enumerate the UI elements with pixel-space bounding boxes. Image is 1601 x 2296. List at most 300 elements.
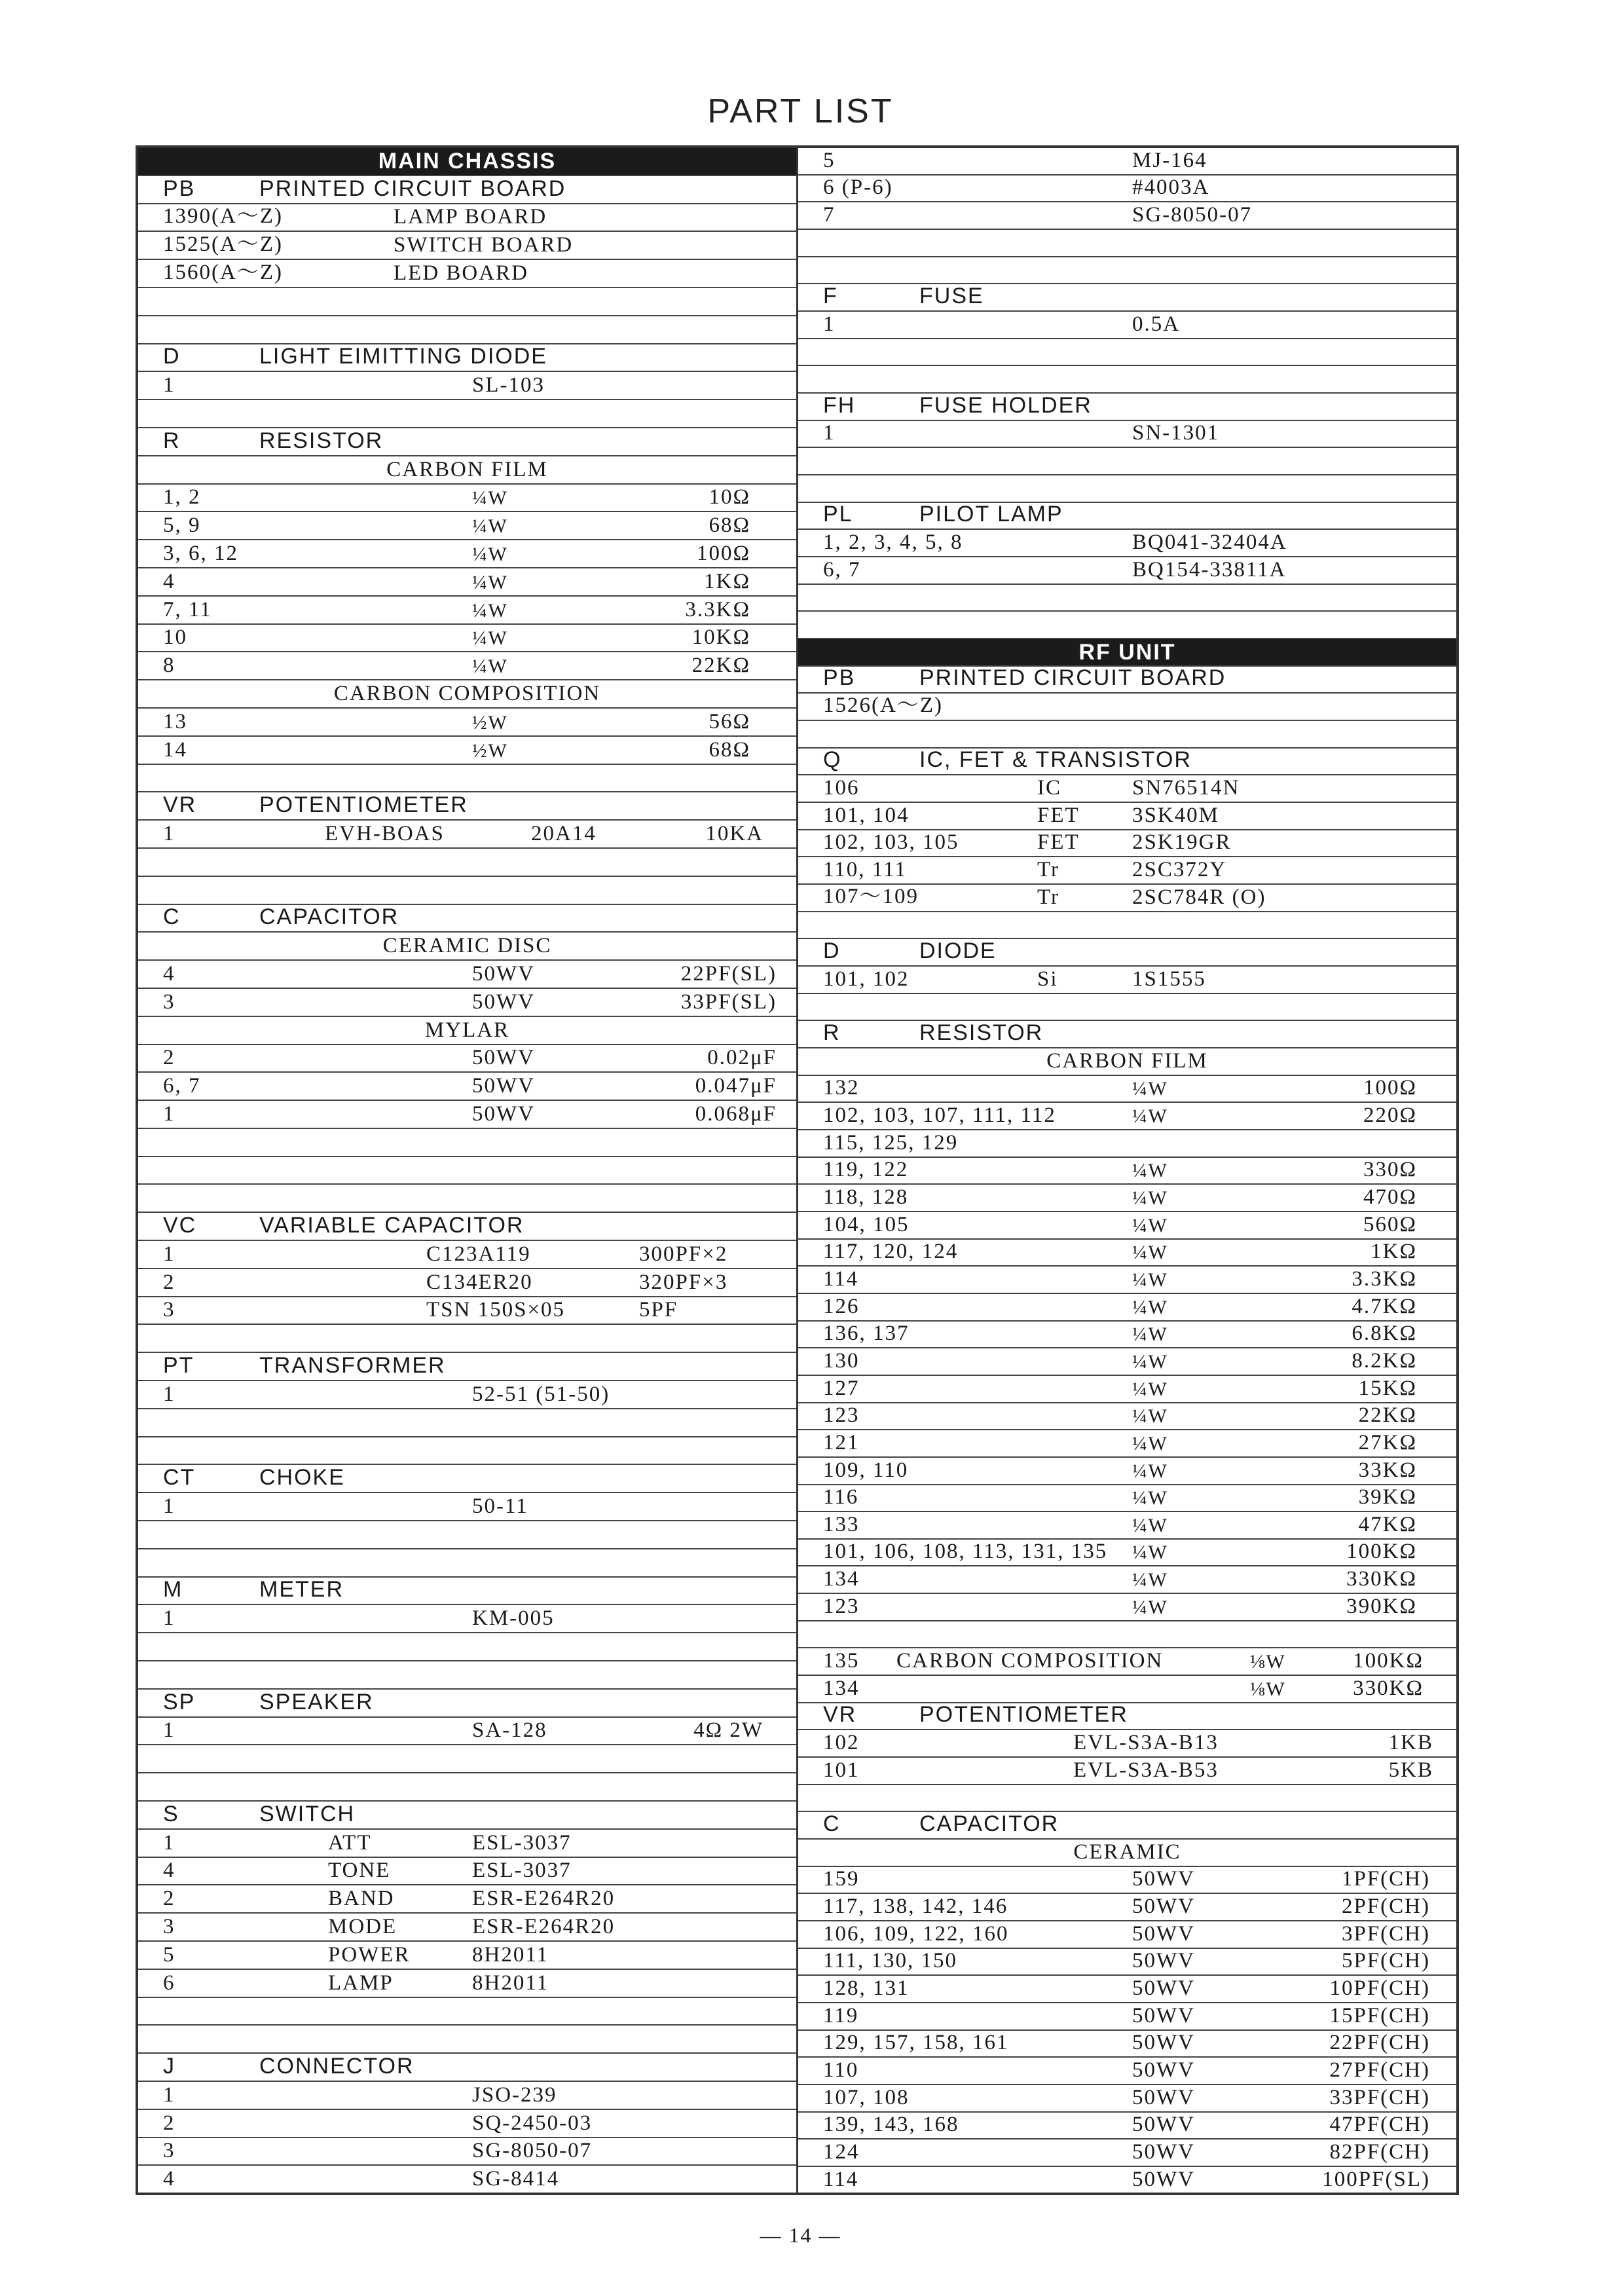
empty-row xyxy=(798,1785,1456,1813)
part-number: SG-8050-07 xyxy=(1132,202,1253,227)
category-name: RESISTOR xyxy=(259,428,384,453)
category-code: C xyxy=(163,904,181,930)
empty-row xyxy=(798,448,1456,475)
part-row xyxy=(798,2139,1456,2167)
part-type: Si xyxy=(1037,967,1058,991)
part-value: 100PF(SL) xyxy=(1322,2167,1430,2191)
part-row xyxy=(798,1185,1456,1212)
part-row xyxy=(138,1605,796,1633)
part-value: 10Ω xyxy=(708,485,750,509)
part-wattage: ¼W xyxy=(472,599,508,621)
part-ref: 14 xyxy=(163,737,187,762)
category-code: VR xyxy=(823,1702,857,1728)
part-row xyxy=(798,1376,1456,1403)
part-ref: 4 xyxy=(163,569,175,593)
part-row xyxy=(798,1322,1456,1349)
part-wattage: ¼W xyxy=(1132,1432,1168,1454)
category-name: CHOKE xyxy=(259,1465,345,1491)
part-number: ESR-E264R20 xyxy=(472,1915,616,1938)
part-number: SN-1301 xyxy=(1132,421,1220,445)
category-header xyxy=(798,1812,1456,1840)
part-wattage: ¼W xyxy=(1132,1242,1168,1264)
part-ref: 119 xyxy=(823,2003,859,2028)
category-name: LIGHT EIMITTING DIODE xyxy=(259,344,547,369)
category-name: VARIABLE CAPACITOR xyxy=(259,1213,524,1238)
empty-row xyxy=(138,1437,796,1466)
part-ref: 115, 125, 129 xyxy=(823,1130,959,1155)
part-number: 3SK40M xyxy=(1132,803,1220,827)
part-row xyxy=(138,1297,796,1325)
part-row xyxy=(138,1045,796,1073)
part-row xyxy=(798,176,1456,203)
part-ref: 123 xyxy=(823,1403,860,1428)
part-voltage: 50WV xyxy=(1132,1921,1195,1946)
part-ref: 109, 110 xyxy=(823,1458,909,1482)
section-banner-title: RF UNIT xyxy=(1078,639,1176,665)
part-voltage: 50WV xyxy=(1132,2003,1195,2028)
part-wattage: ¼W xyxy=(1132,1405,1168,1428)
subcategory-label: CARBON FILM xyxy=(386,457,548,481)
empty-row xyxy=(138,1998,796,2026)
part-value: 39KΩ xyxy=(1358,1485,1417,1509)
subcategory-row xyxy=(138,456,796,485)
part-row xyxy=(138,1942,796,1970)
empty-row xyxy=(138,1633,796,1661)
category-code: S xyxy=(163,1801,179,1826)
empty-row xyxy=(798,1621,1456,1649)
category-header xyxy=(798,503,1456,530)
part-value: 4Ω 2W xyxy=(693,1718,764,1743)
part-wattage: ¼W xyxy=(472,543,508,565)
part-number: BQ041-32404A xyxy=(1132,530,1287,554)
category-name: METER xyxy=(259,1577,344,1602)
part-ref: 107, 108 xyxy=(823,2085,910,2109)
page-number: — 14 — xyxy=(760,2223,841,2247)
empty-row xyxy=(138,877,796,905)
part-value: 1KB xyxy=(1388,1731,1433,1755)
part-number: ESL-3037 xyxy=(472,1859,572,1883)
part-type: Tr xyxy=(1037,858,1059,882)
empty-row xyxy=(138,288,796,316)
part-ref: 127 xyxy=(823,1376,860,1400)
part-row xyxy=(138,2082,796,2110)
part-ref: 102, 103, 107, 111, 112 xyxy=(823,1103,1056,1127)
part-ref: 6 (P-6) xyxy=(823,176,893,200)
part-function: TONE xyxy=(328,1859,391,1883)
part-value: 33KΩ xyxy=(1358,1458,1417,1482)
part-ref: 133 xyxy=(823,1512,860,1536)
part-function: MODE xyxy=(328,1915,397,1938)
part-row xyxy=(798,1103,1456,1130)
part-ref: 7, 11 xyxy=(163,597,212,621)
category-code: VR xyxy=(163,792,197,818)
part-wattage: ½W xyxy=(472,739,508,762)
category-header xyxy=(798,1703,1456,1731)
part-value: 10PF(CH) xyxy=(1329,1976,1430,2000)
part-type: IC xyxy=(1037,776,1061,800)
category-name: PILOT LAMP xyxy=(919,502,1063,527)
part-value: 320PF×3 xyxy=(639,1270,728,1294)
part-row xyxy=(798,1348,1456,1376)
part-number: 2SC784R (O) xyxy=(1132,885,1266,909)
part-number: 0.5A xyxy=(1132,312,1181,336)
part-ref: 117, 138, 142, 146 xyxy=(823,1895,1008,1918)
part-row xyxy=(138,1885,796,1914)
category-code: R xyxy=(823,1020,841,1045)
part-value: 56Ω xyxy=(708,709,750,733)
part-ref: 135 xyxy=(823,1649,860,1673)
part-wattage: ¼W xyxy=(472,487,508,509)
part-row xyxy=(138,1493,796,1521)
part-value: 22KΩ xyxy=(691,654,750,678)
part-value: 330Ω xyxy=(1363,1158,1417,1182)
part-ref: 2 xyxy=(163,1046,175,1070)
part-wattage: ¼W xyxy=(1132,1487,1168,1509)
category-code: J xyxy=(163,2053,175,2079)
part-ref: 118, 128 xyxy=(823,1185,909,1209)
empty-row xyxy=(138,1661,796,1690)
category-header xyxy=(798,939,1456,967)
part-number: EVL-S3A-B13 xyxy=(1073,1731,1219,1755)
category-name: PRINTED CIRCUIT BOARD xyxy=(919,665,1226,691)
part-row xyxy=(798,1240,1456,1267)
part-value: 22KΩ xyxy=(1358,1403,1417,1428)
part-ref: 130 xyxy=(823,1348,860,1373)
part-value: 100Ω xyxy=(1363,1076,1417,1100)
parts-table xyxy=(136,145,1459,2195)
subcategory-label: CERAMIC xyxy=(1073,1840,1181,1864)
part-row xyxy=(798,1430,1456,1458)
category-code: FH xyxy=(823,392,856,418)
part-voltage: 50WV xyxy=(1132,1976,1195,2000)
part-ref: 1 xyxy=(163,373,175,398)
part-ref: 1 xyxy=(823,312,836,336)
part-wattage: ¼W xyxy=(1132,1214,1168,1236)
part-row xyxy=(798,312,1456,339)
part-voltage: 50WV xyxy=(472,1074,535,1098)
part-value: 0.02μF xyxy=(707,1046,777,1070)
part-number: JSO-239 xyxy=(472,2083,557,2107)
category-code: C xyxy=(823,1811,841,1837)
part-row xyxy=(138,568,796,597)
part-ref: 6, 7 xyxy=(823,557,861,582)
part-row xyxy=(798,830,1456,858)
part-value: 1KΩ xyxy=(1371,1240,1417,1264)
subcategory-row xyxy=(138,933,796,961)
empty-row xyxy=(138,1409,796,1437)
part-row xyxy=(138,1381,796,1409)
part-number: SG-8050-07 xyxy=(472,2139,593,2163)
part-row xyxy=(798,557,1456,585)
part-ref: 134 xyxy=(823,1676,860,1700)
part-voltage: 50WV xyxy=(1132,2113,1195,2137)
part-row xyxy=(798,1158,1456,1185)
part-ref: 134 xyxy=(823,1567,860,1591)
part-wattage: ¼W xyxy=(1132,1596,1168,1618)
empty-row xyxy=(138,1745,796,1773)
part-row xyxy=(798,694,1456,721)
part-ref: 4 xyxy=(163,1859,175,1883)
part-ref: 101 xyxy=(823,1758,860,1782)
part-wattage: ¼W xyxy=(472,515,508,538)
part-number: SG-8414 xyxy=(472,2167,560,2191)
empty-row xyxy=(138,2026,796,2054)
part-number: ESL-3037 xyxy=(472,1830,572,1855)
part-row xyxy=(138,260,796,288)
category-code: SP xyxy=(163,1689,196,1714)
part-row xyxy=(798,1921,1456,1949)
category-name: IC, FET & TRANSISTOR xyxy=(919,747,1192,773)
part-number: 8H2011 xyxy=(472,1971,549,1995)
empty-row xyxy=(798,612,1456,639)
part-function: ATT xyxy=(328,1830,372,1855)
part-row xyxy=(798,2058,1456,2085)
part-ref: 1 xyxy=(163,1830,175,1855)
part-row xyxy=(138,625,796,653)
part-ref: 102 xyxy=(823,1731,860,1755)
subcategory-row xyxy=(798,1048,1456,1076)
part-value: 1PF(CH) xyxy=(1341,1867,1430,1891)
part-description: SWITCH BOARD xyxy=(394,233,574,257)
category-name: FUSE HOLDER xyxy=(919,392,1092,418)
subcategory-row xyxy=(138,1017,796,1045)
part-row xyxy=(138,2110,796,2138)
part-ref: 110 xyxy=(823,2058,859,2082)
part-value: 560Ω xyxy=(1363,1212,1417,1236)
part-row xyxy=(138,372,796,400)
part-row xyxy=(798,1676,1456,1703)
empty-row xyxy=(138,1129,796,1157)
part-value: 3.3KΩ xyxy=(685,597,750,621)
part-ref: 111, 130, 150 xyxy=(823,1949,958,1973)
part-value: 3.3KΩ xyxy=(1352,1267,1417,1291)
part-value: 68Ω xyxy=(708,513,750,538)
part-number: SQ-2450-03 xyxy=(472,2111,593,2135)
empty-row xyxy=(798,257,1456,285)
part-voltage: 50WV xyxy=(472,1046,535,1070)
part-ref: 3 xyxy=(163,1915,175,1938)
part-wattage: ¼W xyxy=(472,571,508,593)
empty-row xyxy=(798,721,1456,749)
part-type: FET xyxy=(1037,803,1080,827)
part-number: 50-11 xyxy=(472,1494,528,1519)
part-wattage: ¼W xyxy=(1132,1268,1168,1291)
category-name: RESISTOR xyxy=(919,1020,1044,1045)
part-value: 100Ω xyxy=(696,541,750,565)
part-ref: 1526(A〜Z) xyxy=(823,694,943,718)
part-number: EVH-BOAS xyxy=(325,821,445,845)
part-wattage: ¼W xyxy=(1132,1324,1168,1346)
part-ref: 10 xyxy=(163,625,187,650)
part-ref: 106 xyxy=(823,776,860,800)
part-wattage: ¼W xyxy=(1132,1460,1168,1482)
empty-row xyxy=(138,1549,796,1578)
part-ref: 132 xyxy=(823,1076,860,1100)
part-voltage: 50WV xyxy=(472,990,535,1014)
part-row xyxy=(138,2138,796,2166)
part-value: 10KA xyxy=(705,821,764,845)
part-value: 0.068μF xyxy=(695,1102,777,1126)
part-ref: 1 xyxy=(823,421,836,445)
empty-row xyxy=(138,400,796,428)
category-name: SWITCH xyxy=(259,1801,356,1826)
part-row xyxy=(138,961,796,989)
part-ref: 5, 9 xyxy=(163,513,201,538)
part-value: 3PF(CH) xyxy=(1341,1921,1430,1946)
part-row xyxy=(798,1458,1456,1485)
part-voltage: 50WV xyxy=(1132,2085,1195,2109)
part-ref: 13 xyxy=(163,709,187,733)
part-ref: 1 xyxy=(163,1718,175,1743)
part-row xyxy=(138,1718,796,1746)
category-name: POTENTIOMETER xyxy=(919,1702,1128,1728)
category-code: VC xyxy=(163,1213,197,1238)
part-row xyxy=(798,1894,1456,1921)
part-wattage: ¼W xyxy=(1132,1187,1168,1209)
empty-row xyxy=(138,849,796,877)
part-number: SA-128 xyxy=(472,1718,547,1743)
part-value: 4.7KΩ xyxy=(1352,1294,1417,1318)
part-row xyxy=(138,709,796,737)
part-voltage: 50WV xyxy=(1132,2167,1195,2191)
part-number: #4003A xyxy=(1132,176,1210,200)
empty-row xyxy=(138,1157,796,1185)
part-number: SN76514N xyxy=(1132,776,1240,800)
part-value: 15PF(CH) xyxy=(1329,2003,1430,2028)
part-row xyxy=(798,1949,1456,1976)
part-row xyxy=(798,2003,1456,2031)
part-ref: 129, 157, 158, 161 xyxy=(823,2031,1009,2055)
part-row xyxy=(138,1858,796,1886)
empty-row xyxy=(798,339,1456,367)
part-value: 470Ω xyxy=(1363,1185,1417,1209)
part-row xyxy=(798,1294,1456,1322)
part-number: MJ-164 xyxy=(1132,148,1207,172)
category-code: F xyxy=(823,283,838,308)
part-row xyxy=(798,421,1456,449)
part-value: 5PF xyxy=(639,1298,678,1322)
subcategory-row xyxy=(138,680,796,709)
part-row xyxy=(798,2113,1456,2140)
part-ref: 116 xyxy=(823,1485,859,1509)
part-value: 27PF(CH) xyxy=(1329,2058,1430,2082)
empty-row xyxy=(798,366,1456,394)
part-value: 10KΩ xyxy=(691,625,750,650)
part-type: Tr xyxy=(1037,885,1059,909)
part-ref: 128, 131 xyxy=(823,1976,910,2000)
part-value: 6.8KΩ xyxy=(1352,1322,1417,1346)
category-header xyxy=(138,1353,796,1381)
part-wattage: ¼W xyxy=(1132,1078,1168,1100)
part-ref: 114 xyxy=(823,2167,859,2191)
part-description: CARBON COMPOSITION xyxy=(896,1649,1164,1673)
category-name: POTENTIOMETER xyxy=(259,792,468,818)
part-ref: 139, 143, 168 xyxy=(823,2113,959,2137)
part-number: 2SK19GR xyxy=(1132,830,1232,855)
part-row xyxy=(798,1212,1456,1240)
part-number: KM-005 xyxy=(472,1606,555,1631)
part-ref: 5 xyxy=(163,1942,175,1967)
part-row xyxy=(138,652,796,680)
part-description: LED BOARD xyxy=(394,261,528,285)
part-ref: 1390(A〜Z) xyxy=(163,204,283,229)
part-ref: 6 xyxy=(163,1971,175,1995)
part-value: 22PF(SL) xyxy=(680,961,777,986)
part-ref: 126 xyxy=(823,1294,860,1318)
category-code: PB xyxy=(163,176,196,201)
part-value: 27KΩ xyxy=(1358,1430,1417,1454)
empty-row xyxy=(138,316,796,344)
part-number: EVL-S3A-B53 xyxy=(1073,1758,1219,1782)
part-ref: 101, 104 xyxy=(823,803,910,827)
part-row xyxy=(138,1241,796,1269)
part-row xyxy=(798,2167,1456,2193)
category-header xyxy=(798,1021,1456,1048)
part-voltage: 50WV xyxy=(1132,1949,1195,1973)
empty-row xyxy=(798,585,1456,612)
part-row xyxy=(138,1101,796,1129)
part-wattage: ¼W xyxy=(1132,1105,1168,1127)
part-value: 0.047μF xyxy=(695,1074,777,1098)
category-code: PL xyxy=(823,502,853,527)
part-row xyxy=(138,1073,796,1101)
part-number: ESR-E264R20 xyxy=(472,1887,616,1911)
part-wattage: ¼W xyxy=(1132,1569,1168,1591)
part-ref: 1 xyxy=(163,2083,175,2107)
part-ref: 3 xyxy=(163,2139,175,2163)
part-row xyxy=(798,1594,1456,1621)
part-ref: 4 xyxy=(163,2167,175,2191)
category-name: CAPACITOR xyxy=(259,904,399,930)
part-ref: 1, 2 xyxy=(163,485,201,509)
part-wattage: ¼W xyxy=(1132,1350,1168,1373)
part-ref: 3 xyxy=(163,1298,175,1322)
empty-row xyxy=(138,1185,796,1213)
subcategory-label: CERAMIC DISC xyxy=(382,934,552,958)
category-header xyxy=(798,284,1456,312)
part-value: 220Ω xyxy=(1363,1103,1417,1127)
part-row xyxy=(138,821,796,849)
part-row xyxy=(138,1269,796,1297)
section-banner xyxy=(138,148,796,176)
part-value: 22PF(CH) xyxy=(1329,2031,1430,2055)
part-ref: 104, 105 xyxy=(823,1212,910,1236)
part-value: 5PF(CH) xyxy=(1341,1949,1430,1973)
part-ref: 6, 7 xyxy=(163,1074,201,1098)
part-ref: 106, 109, 122, 160 xyxy=(823,1921,1009,1946)
part-ref: 1 xyxy=(163,1606,175,1631)
category-code: CT xyxy=(163,1465,196,1491)
part-ref: 119, 122 xyxy=(823,1158,909,1182)
empty-row xyxy=(798,230,1456,257)
category-header xyxy=(138,905,796,933)
part-voltage: 50WV xyxy=(472,961,535,986)
part-wattage: ⅛W xyxy=(1250,1678,1286,1700)
part-ref: 2 xyxy=(163,1270,175,1294)
part-wattage: ½W xyxy=(472,711,508,733)
category-header xyxy=(138,1690,796,1718)
part-row xyxy=(798,2085,1456,2113)
part-wattage: ¼W xyxy=(1132,1160,1168,1182)
part-row xyxy=(138,512,796,540)
category-header xyxy=(798,749,1456,776)
part-number: SL-103 xyxy=(472,373,545,398)
part-row xyxy=(798,967,1456,994)
part-row xyxy=(138,737,796,765)
part-type: FET xyxy=(1037,830,1080,855)
part-wattage: ¼W xyxy=(1132,1296,1168,1318)
empty-row xyxy=(798,475,1456,503)
